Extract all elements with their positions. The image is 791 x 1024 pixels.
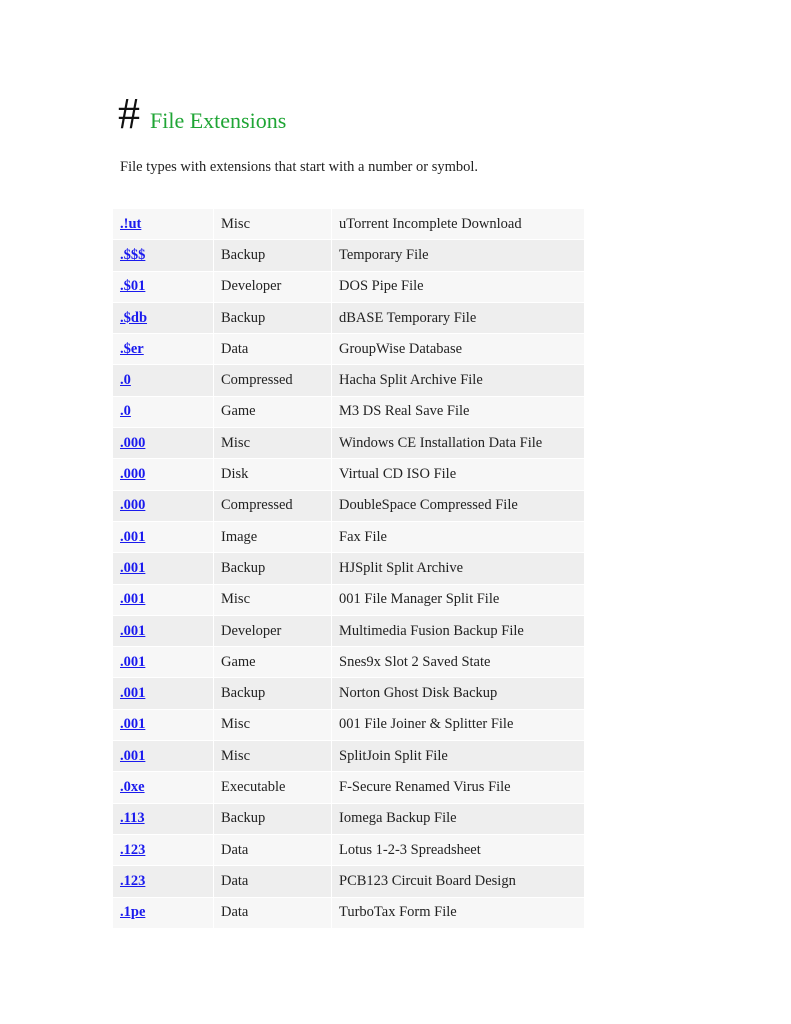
extensions-table-body	[113, 208, 584, 928]
description-cell: SplitJoin Split File	[332, 740, 584, 771]
description-cell: Fax File	[332, 521, 584, 552]
extension-link[interactable]: .001	[120, 747, 146, 764]
extension-cell	[113, 834, 214, 865]
description-cell: Multimedia Fusion Backup File	[332, 615, 584, 646]
table-row	[113, 427, 584, 458]
extension-link[interactable]: .$$$	[120, 246, 146, 263]
extension-link[interactable]: .001	[120, 685, 146, 702]
extension-cell	[113, 897, 214, 928]
table-row	[113, 803, 584, 834]
table-row	[113, 302, 584, 333]
extension-cell	[113, 302, 214, 333]
table-row	[113, 490, 584, 521]
table-row	[113, 834, 584, 865]
extension-link[interactable]: .0xe	[120, 778, 145, 795]
extension-link[interactable]: .000	[120, 466, 146, 483]
extension-link[interactable]: .0	[120, 403, 131, 420]
description-cell: TurboTax Form File	[332, 897, 584, 928]
category-cell: Game	[214, 646, 332, 677]
category-cell: Data	[214, 865, 332, 896]
description-cell: Norton Ghost Disk Backup	[332, 677, 584, 708]
extension-cell	[113, 396, 214, 427]
page-header	[118, 89, 287, 138]
extension-link[interactable]: .$01	[120, 278, 146, 295]
description-cell: Hacha Split Archive File	[332, 364, 584, 395]
category-cell: Backup	[214, 552, 332, 583]
description-cell: F-Secure Renamed Virus File	[332, 771, 584, 802]
category-cell: Misc	[214, 208, 332, 239]
category-cell: Misc	[214, 427, 332, 458]
table-row	[113, 458, 584, 489]
category-cell: Data	[214, 834, 332, 865]
hash-symbol: #	[118, 89, 140, 138]
extensions-table	[113, 208, 584, 928]
table-row	[113, 646, 584, 677]
category-cell: Compressed	[214, 364, 332, 395]
extension-cell	[113, 333, 214, 364]
extension-link[interactable]: .!ut	[120, 215, 142, 232]
extension-cell	[113, 208, 214, 239]
table-row	[113, 740, 584, 771]
description-cell: Virtual CD ISO File	[332, 458, 584, 489]
table-row	[113, 271, 584, 302]
extension-link[interactable]: .1pe	[120, 904, 146, 921]
extension-cell	[113, 584, 214, 615]
category-cell: Executable	[214, 771, 332, 802]
table-row	[113, 396, 584, 427]
table-row	[113, 552, 584, 583]
extension-link[interactable]: .001	[120, 591, 146, 608]
category-cell: Game	[214, 396, 332, 427]
extension-link[interactable]: .000	[120, 497, 146, 514]
description-cell: Lotus 1-2-3 Spreadsheet	[332, 834, 584, 865]
extension-cell	[113, 615, 214, 646]
extension-cell	[113, 490, 214, 521]
extension-link[interactable]: .001	[120, 716, 146, 733]
category-cell: Misc	[214, 709, 332, 740]
description-cell: M3 DS Real Save File	[332, 396, 584, 427]
category-cell: Misc	[214, 740, 332, 771]
extension-link[interactable]: .001	[120, 653, 146, 670]
extension-cell	[113, 552, 214, 583]
extension-cell	[113, 427, 214, 458]
category-cell: Developer	[214, 271, 332, 302]
extension-link[interactable]: .001	[120, 528, 146, 545]
extension-cell	[113, 458, 214, 489]
category-cell: Backup	[214, 302, 332, 333]
category-cell: Disk	[214, 458, 332, 489]
description-cell: Iomega Backup File	[332, 803, 584, 834]
description-cell: DoubleSpace Compressed File	[332, 490, 584, 521]
extension-cell	[113, 646, 214, 677]
table-row	[113, 208, 584, 239]
table-row	[113, 865, 584, 896]
table-row	[113, 364, 584, 395]
description-cell: 001 File Manager Split File	[332, 584, 584, 615]
extension-cell	[113, 740, 214, 771]
description-cell: Windows CE Installation Data File	[332, 427, 584, 458]
extension-cell	[113, 709, 214, 740]
category-cell: Backup	[214, 239, 332, 270]
extension-cell	[113, 271, 214, 302]
extension-cell	[113, 771, 214, 802]
extension-cell	[113, 865, 214, 896]
category-cell: Developer	[214, 615, 332, 646]
extension-cell	[113, 521, 214, 552]
extension-cell	[113, 677, 214, 708]
description-cell: PCB123 Circuit Board Design	[332, 865, 584, 896]
extension-cell	[113, 239, 214, 270]
category-cell: Data	[214, 333, 332, 364]
table-row	[113, 709, 584, 740]
table-row	[113, 584, 584, 615]
extension-link[interactable]: .0	[120, 372, 131, 389]
table-row	[113, 615, 584, 646]
extension-link[interactable]: .$db	[120, 309, 148, 326]
table-row	[113, 677, 584, 708]
page-subtitle: File types with extensions that start with a number or symbol.	[120, 159, 479, 175]
category-cell: Compressed	[214, 490, 332, 521]
extension-link[interactable]: .001	[120, 622, 146, 639]
category-cell: Backup	[214, 803, 332, 834]
description-cell: Temporary File	[332, 239, 584, 270]
extension-cell	[113, 803, 214, 834]
extension-link[interactable]: .000	[120, 434, 146, 451]
category-cell: Misc	[214, 584, 332, 615]
table-row	[113, 771, 584, 802]
description-cell: 001 File Joiner & Splitter File	[332, 709, 584, 740]
table-row	[113, 333, 584, 364]
description-cell: DOS Pipe File	[332, 271, 584, 302]
description-cell: GroupWise Database	[332, 333, 584, 364]
category-cell: Image	[214, 521, 332, 552]
table-row	[113, 239, 584, 270]
extension-link[interactable]: .113	[120, 810, 145, 827]
category-cell: Data	[214, 897, 332, 928]
description-cell: dBASE Temporary File	[332, 302, 584, 333]
extension-cell	[113, 364, 214, 395]
description-cell: uTorrent Incomplete Download	[332, 208, 584, 239]
page-title: File Extensions	[150, 108, 287, 133]
description-cell: HJSplit Split Archive	[332, 552, 584, 583]
extension-link[interactable]: .$er	[120, 340, 144, 357]
extension-link[interactable]: .001	[120, 559, 146, 576]
table-row	[113, 521, 584, 552]
table-row	[113, 897, 584, 928]
description-cell: Snes9x Slot 2 Saved State	[332, 646, 584, 677]
extension-link[interactable]: .123	[120, 841, 146, 858]
extension-link[interactable]: .123	[120, 872, 146, 889]
category-cell: Backup	[214, 677, 332, 708]
